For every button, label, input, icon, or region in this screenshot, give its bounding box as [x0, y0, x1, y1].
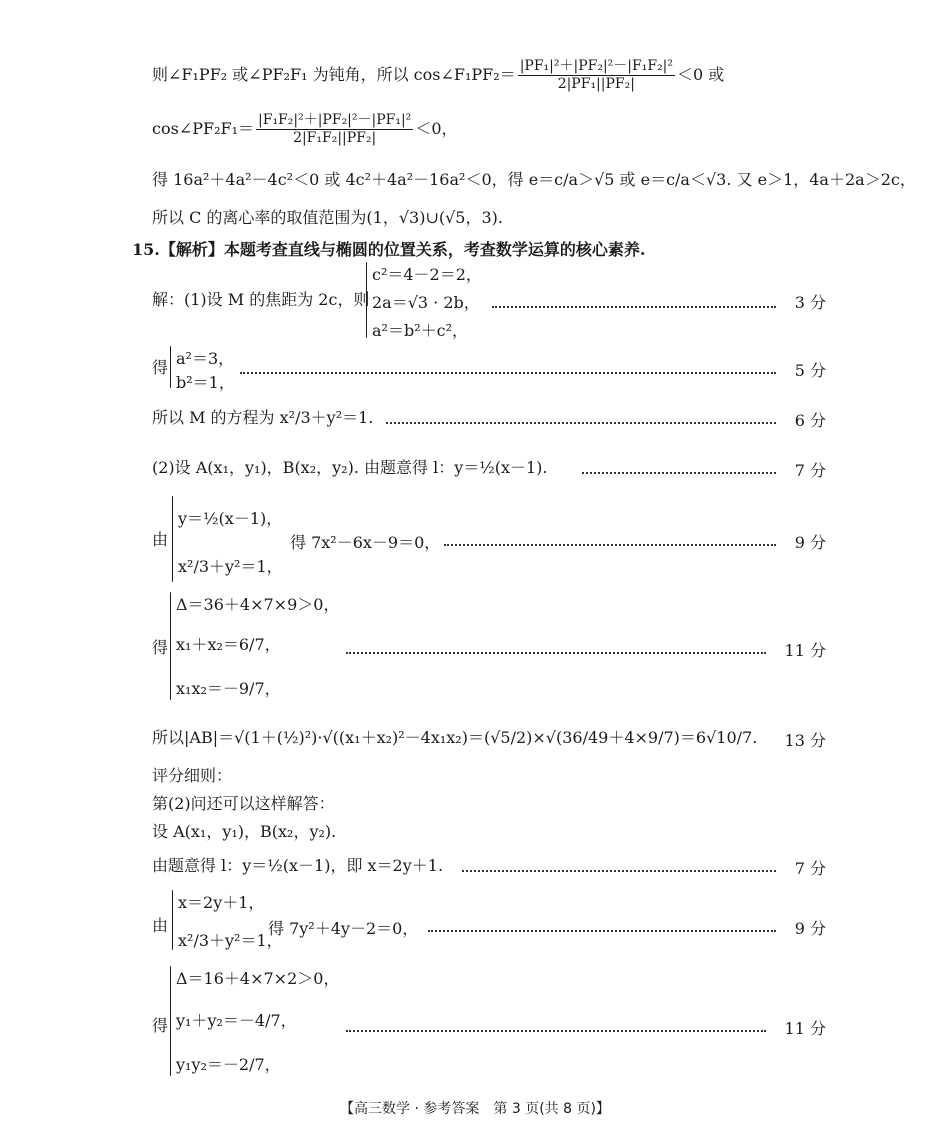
formula-text: ＜0 或	[676, 65, 725, 84]
leader-dots	[582, 472, 776, 474]
fraction-denominator: 2|PF₁||PF₂|	[557, 76, 635, 92]
equation: 2a＝√3 · 2b，	[372, 293, 480, 312]
text-line: 得 7y²＋4y－2＝0，	[268, 919, 419, 938]
score-label: 9 分	[794, 533, 826, 552]
brace	[172, 890, 173, 950]
fraction-numerator: |F₁F₂|²＋|PF₂|²－|PF₁|²	[258, 112, 412, 128]
fraction-numerator: |PF₁|²＋|PF₂|²－|F₁F₂|²	[519, 58, 673, 74]
equation: y＝½(x－1)，	[178, 509, 283, 528]
equation: y₁＋y₂＝－4/7，	[176, 1011, 297, 1030]
equation: b²＝1，	[176, 373, 235, 392]
score-label: 11 分	[784, 1019, 826, 1038]
text-line: 解：(1)设 M 的焦距为 2c，则	[152, 290, 370, 309]
text-line: 第(2)问还可以这样解答：	[152, 794, 335, 813]
brace	[170, 346, 171, 388]
leader-dots	[492, 306, 776, 308]
equation: x₁x₂＝－9/7，	[176, 679, 281, 698]
fraction	[256, 112, 413, 147]
equation: Δ＝16＋4×7×2＞0，	[176, 969, 340, 988]
score-label: 13 分	[784, 731, 826, 750]
score-label: 6 分	[794, 411, 826, 430]
leader-dots	[240, 372, 776, 374]
equation: a²＝3，	[176, 349, 235, 368]
fraction	[518, 58, 675, 93]
text-line: 由	[152, 530, 169, 549]
text-line: 所以 C 的离心率的取值范围为(1，√3)∪(√5，3).	[152, 208, 503, 227]
equation: x＝2y＋1，	[178, 893, 265, 912]
text-line: 所以|AB|＝√(1＋(½)²)·√((x₁＋x₂)²－4x₁x₂)＝(√5/2)×√(36/49＋4×9/7)＝6√10/7.	[152, 728, 758, 747]
equation: c²＝4－2＝2，	[372, 265, 482, 284]
text-line: 所以 M 的方程为 x²/3＋y²＝1.	[152, 408, 374, 427]
text-line: 由题意得 l：y＝½(x－1)，即 x＝2y＋1.	[152, 856, 444, 875]
score-label: 7 分	[794, 461, 826, 480]
text-line: 设 A(x₁，y₁)，B(x₂，y₂).	[152, 822, 337, 841]
text-line: 得	[152, 1016, 169, 1035]
text-line: 得 16a²＋4a²－4c²＜0 或 4c²＋4a²－16a²＜0，得 e＝c/a＞√5 或 e＝c/a＜√3. 又 e＞1，4a＋2a＞2c，	[152, 170, 916, 189]
formula-text: 则∠F₁PF₂ 或∠PF₂F₁ 为钝角，所以 cos∠F₁PF₂＝	[152, 65, 516, 84]
fraction-denominator: 2|F₁F₂||PF₂|	[293, 130, 377, 146]
leader-dots	[346, 652, 766, 654]
equation: x₁＋x₂＝6/7，	[176, 635, 281, 654]
question-heading: 15.【解析】本题考查直线与椭圆的位置关系，考查数学运算的核心素养.	[132, 240, 646, 259]
text-line: 评分细则：	[152, 766, 233, 785]
equation: y₁y₂＝－2/7，	[176, 1055, 281, 1074]
text-line	[152, 112, 458, 147]
score-label: 5 分	[794, 361, 826, 380]
formula-text: ＜0，	[415, 119, 458, 138]
leader-dots	[428, 930, 776, 932]
equation: x²/3＋y²＝1，	[178, 557, 283, 576]
score-label: 3 分	[794, 293, 826, 312]
brace	[172, 496, 173, 582]
text-line: 得 7x²－6x－9＝0，	[290, 533, 441, 552]
leader-dots	[386, 422, 776, 424]
equation: a²＝b²＋c²，	[372, 321, 468, 340]
leader-dots	[346, 1030, 766, 1032]
text-line: 得	[152, 638, 169, 657]
leader-dots	[444, 544, 776, 546]
text-line: 得	[152, 358, 169, 377]
brace	[170, 966, 171, 1076]
equation: Δ＝36＋4×7×9＞0，	[176, 595, 340, 614]
text-line	[152, 58, 724, 93]
brace	[170, 592, 171, 700]
equation: x²/3＋y²＝1，	[178, 931, 283, 950]
brace	[366, 262, 367, 338]
score-label: 7 分	[794, 859, 826, 878]
score-label: 9 分	[794, 919, 826, 938]
formula-text: cos∠PF₂F₁＝	[152, 119, 255, 138]
page-footer: 【高三数学 · 参考答案 第 3 页(共 8 页)】	[340, 1101, 610, 1117]
text-line: (2)设 A(x₁，y₁)，B(x₂，y₂). 由题意得 l：y＝½(x－1).	[152, 458, 548, 477]
leader-dots	[462, 870, 776, 872]
text-line: 由	[152, 916, 169, 935]
score-label: 11 分	[784, 641, 826, 660]
